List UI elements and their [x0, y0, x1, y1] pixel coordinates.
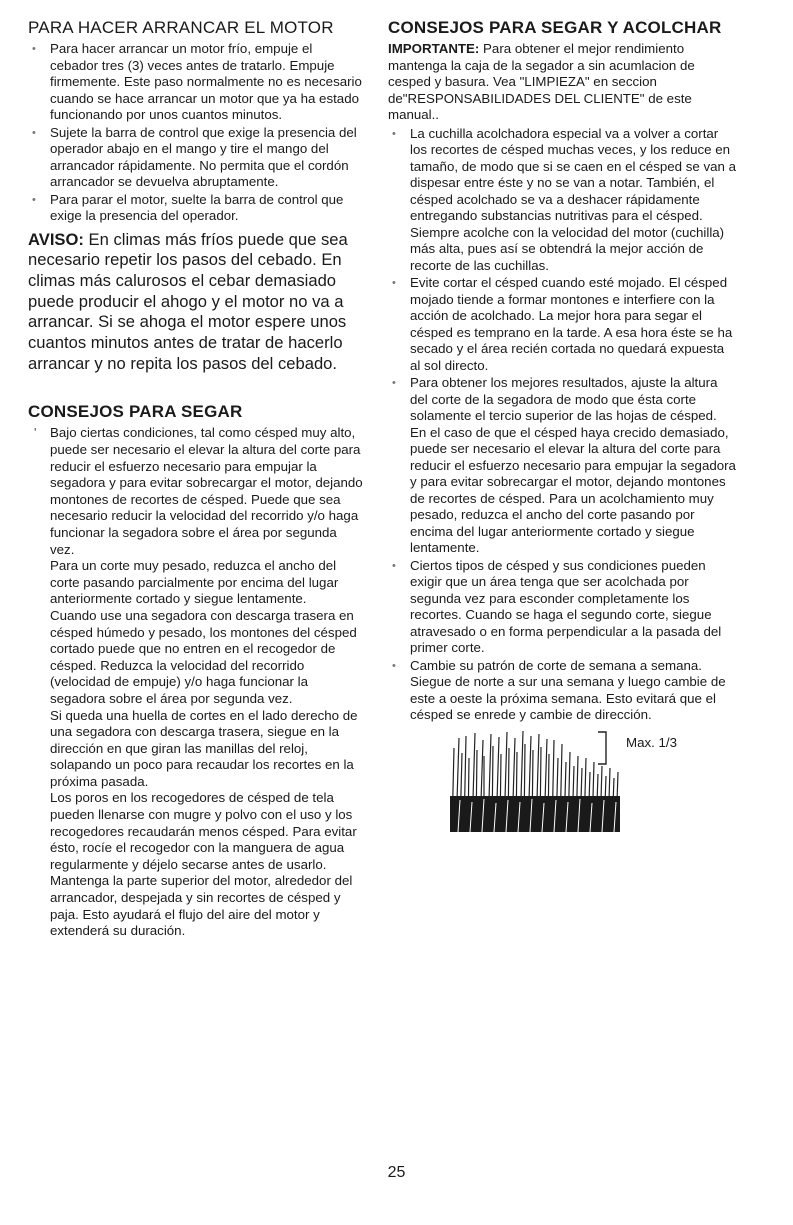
- paragraph: Si queda una huella de cortes en el lado derecho de una segadora con descarga trasera, siegue en la dirección en que giran las manillas del reloj, solapando un poco para recaudar los recortes en la próxima pasada.: [50, 707, 358, 789]
- start-engine-heading: PARA HACER ARRANCAR EL MOTOR: [28, 18, 334, 37]
- list-item: • Para hacer arrancar un motor frío, empuje el cebador tres (3) veces antes de tratarlo. Empuje firmemente. Este paso normalmente no es necesario cuando se hace arrancar un motor que ya ha estado funcionando por unos cuantos minutos.: [28, 41, 363, 124]
- paragraph: Para un corte muy pesado, reduzca el ancho del corte pasando parcialmente por encima del lugar anteriormente cortado y siegue lentamente.: [50, 558, 339, 607]
- paragraph: Cuando use una segadora con descarga trasera en césped húmedo y pesado, los montones del césped cortado puede que no entren en el recogedor de césped. Reduzca la velocidad del recorrido (velocidad de empuje) y/o haga funcionar la segadora sobre el área por segunda vez.: [50, 607, 357, 706]
- paragraph: ' Bajo ciertas condiciones, tal como césped muy alto, puede ser necesario el elevar la altura del corte para reducir el esfuerzo necesario para empujar la segadora y para evitar sobrecargar el motor, dejando montones de recortes de césped. Puede que sea necesario reducir la velocidad del recorrido y/o haga funcionar la segadora sobre el área por segunda vez.: [28, 425, 363, 558]
- list-item: • Para parar el motor, suelte la barra de control que exige la presencia del operador.: [28, 192, 363, 225]
- important-label: IMPORTANTE:: [388, 41, 480, 56]
- left-column: [28, 18, 363, 940]
- list-item: • Ciertos tipos de césped y sus condiciones pueden exigir que un área tenga que ser acolchada por segunda vez para esconder completamente los recortes. Cuando se haga el segundo corte, siegue atravesado o en forma perpendicular a la pasada del primer corte.: [388, 558, 736, 657]
- paragraph: Los poros en los recogedores de césped de tela pueden llenarse con mugre y polvo con el uso y los recogedores recaudarán menos césped. Para evitar ésto, rocíe el recogedor con la manguera de agua regularmente y déjelo secarse antes de usarlo.: [50, 790, 357, 872]
- mulching-tips-list: [388, 126, 736, 724]
- warning-text: En climas más fríos puede que sea necesario repetir los pasos del cebado. En climas más calurosos el cebar demasiado puede producir el ahogo y el motor no va a arrancar. Si se ahoga el motor espere unos cuantos minutos antes de tratar de hacerlo arrancar y no repita los pasos del cebado.: [28, 229, 348, 373]
- list-item: • La cuchilla acolchadora especial va a volver a cortar los recortes de césped muchas veces, y los reduce en tamaño, de modo que si se caen en el césped se van a dispesar entre éste y no se van a notar. También, el césped acolchado se va a deshacer rápidamente entregando substancias nutritivas para el césped. Siempre acolche con la velocidad del motor (cuchilla) más alta, pues así se obtendrá la mejor acción de recorte de las cuchillas.: [388, 126, 736, 275]
- important-text: Para obtener el mejor rendimiento mantenga la caja de la segador a sin acumlacion de cesped y basura. Vea "LIMPIEZA" en seccion de"RESPONSABILIDADES DEL CLIENTE" de este manual..: [388, 41, 695, 123]
- warning-note: [28, 230, 363, 375]
- list-item: • Evite cortar el césped cuando esté mojado. El césped mojado tiende a formar montones e interfiere con la acción de acolchado. La mejor hora para segar el césped es temprano en la tarde. A esa hora éste se ha secado y el área recién cortada no quedará expuesta al sol directo.: [388, 275, 736, 374]
- list-item: • Sujete la barra de control que exige la presencia del operador abajo en el mango y tire el mango del arrancador rápidamente. No permita que el cordón arrancador se devuelva abruptamente.: [28, 125, 363, 191]
- mulching-tips-heading: CONSEJOS PARA SEGAR Y ACOLCHAR: [388, 18, 722, 37]
- start-engine-list: [28, 41, 363, 225]
- page-number: 25: [387, 1164, 406, 1181]
- grass-height-icon: [450, 728, 620, 832]
- mowing-tips-section: [28, 402, 363, 939]
- paragraph: Mantenga la parte superior del motor, alrededor del arrancador, despejada y sin recortes de césped y paja. Esto ayudará el flujo del aire del motor y extenderá su duración.: [50, 873, 353, 939]
- right-column: [388, 18, 736, 832]
- list-item: • Cambie su patrón de corte de semana a semana. Siegue de norte a sur una semana y luego cambie de este a oeste la próxima semana. Esto evitará que el césped se enrede y cambie de dirección.: [388, 658, 736, 724]
- max-cut-label: Max. 1/3: [626, 734, 677, 750]
- grass-cut-figure: [450, 728, 736, 832]
- important-note: [388, 41, 736, 124]
- mowing-tips-heading: CONSEJOS PARA SEGAR: [28, 402, 243, 422]
- warning-label: AVISO:: [28, 229, 84, 249]
- list-item: • Para obtener los mejores resultados, ajuste la altura del corte de la segadora de modo que ésta corte solamente el tercio superior de las hojas de césped. En el caso de que el césped haya crecido demasiado, puede ser necesario el elevar la altura del corte para reducir el esfuerzo necesario para empujar la segadora y para evitar sobrecargar el motor, dejando montones de recortes de césped. Para un acolchamiento muy pesado, reduzca el ancho del corte pasando por encima del lugar anteriormente cortado y siegue lentamente.: [388, 375, 736, 557]
